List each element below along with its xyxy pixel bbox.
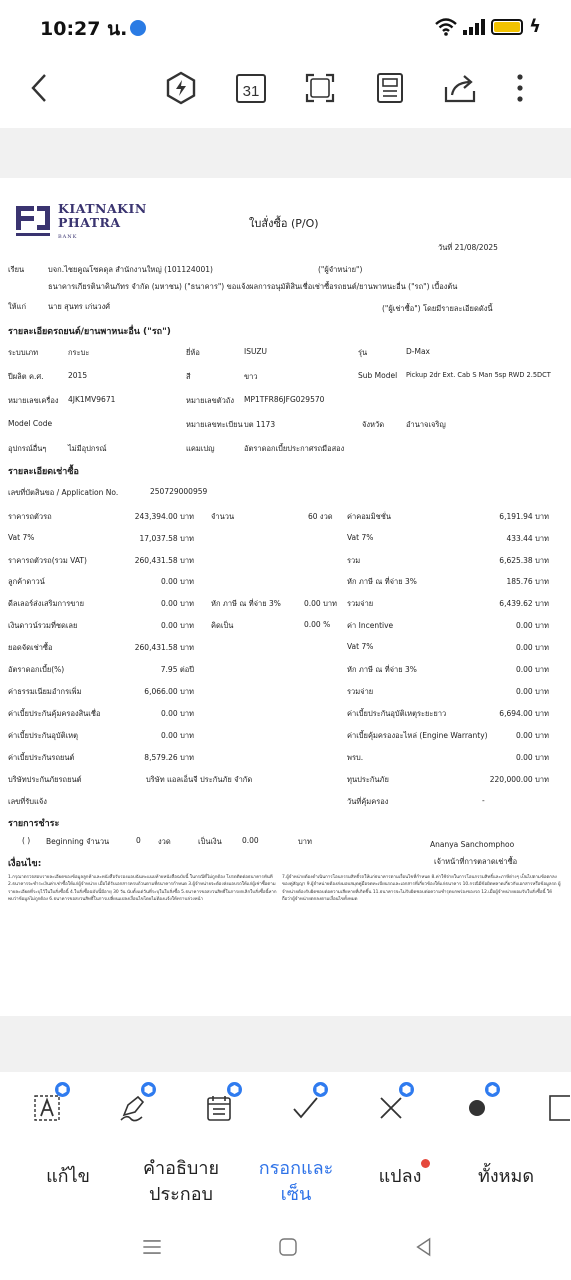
seller-tag: ("ผู้จำหน่าย") <box>318 265 363 274</box>
dot-icon <box>462 1093 492 1123</box>
lease-row-value: 0.00 บาท <box>161 731 194 740</box>
for-label: ให้แก่ <box>8 302 26 311</box>
buyer-tag: ("ผู้เช่าซื้อ") โดยมีรายละเอียดดังนี้ <box>382 304 493 313</box>
tab-edit[interactable]: แก้ไข <box>46 1166 90 1187</box>
square-tool[interactable] <box>540 1088 571 1128</box>
commission-row-value: 0.00 บาท <box>516 621 549 630</box>
commission-row-value: - <box>482 796 485 805</box>
lease-row-label: ยอดจัดเช่าซื้อ <box>8 643 53 652</box>
payment-section-title: รายการชำระ <box>8 819 60 829</box>
commission-row-value: 6,625.38 บาท <box>499 556 549 565</box>
page-view-icon <box>373 71 407 105</box>
application-number: 250729000959 <box>150 487 208 496</box>
payment-baht: บาท <box>298 837 312 846</box>
dealer-tax-label: หัก ภาษี ณ ที่จ่าย 3% <box>211 599 281 608</box>
lease-row-value: 0.00 บาท <box>161 709 194 718</box>
lease-row-value: 243,394.00 บาท <box>134 512 194 521</box>
lease-row-value: 7.95 ต่อปี <box>160 665 194 674</box>
commission-row-label: Vat 7% <box>347 533 374 542</box>
commission-row-value: 0.00 บาท <box>516 731 549 740</box>
text-box-tool[interactable] <box>24 1088 70 1128</box>
cross-tool[interactable] <box>368 1088 414 1128</box>
payment-count: 0 <box>136 836 141 845</box>
back-triangle-icon <box>412 1235 436 1259</box>
lease-row-label: เงินดาวน์รวมที่ชดเลย <box>8 621 78 630</box>
signer-role: เจ้าหน้าที่การตลาดเช่าซื้อ <box>434 857 518 866</box>
commission-row-value: 433.44 บาท <box>506 534 549 543</box>
recent-apps-button[interactable] <box>137 1232 167 1262</box>
share-icon <box>443 71 477 105</box>
lease-row-value: 6,066.00 บาท <box>144 687 194 696</box>
square-icon <box>540 1093 570 1123</box>
premium-badge-icon <box>55 1082 70 1097</box>
svg-text:31: 31 <box>242 83 260 100</box>
to-label: เรียน <box>8 265 25 274</box>
installments-label: จำนวน <box>211 512 235 521</box>
commission-row-label: รวมจ่าย <box>347 599 374 608</box>
for-value: นาย สุนทร เก่นวงศ์ <box>48 302 111 311</box>
flash-button[interactable] <box>161 68 201 108</box>
signal-icon <box>463 19 485 35</box>
commission-row-value: 220,000.00 บาท <box>489 775 549 784</box>
commission-row-value: 185.76 บาท <box>506 577 549 586</box>
lease-row-value: 17,037.58 บาท <box>139 534 194 543</box>
dot-tool[interactable] <box>454 1088 500 1128</box>
tab-all[interactable]: ทั้งหมด <box>477 1166 535 1187</box>
signer-name: Ananya Sanchomphoo <box>430 840 515 849</box>
home-button[interactable] <box>273 1232 303 1262</box>
lease-row-value: 260,431.58 บาท <box>134 643 194 652</box>
lease-row-label: ราคารถตัวรถ(รวม VAT) <box>8 556 87 565</box>
calendar-icon <box>234 71 268 105</box>
document-date: วันที่ 21/08/2025 <box>438 243 498 252</box>
premium-badge-icon <box>313 1082 328 1097</box>
commission-row-label: พรบ. <box>347 753 364 762</box>
text-box-icon <box>32 1093 62 1123</box>
intro-text: ธนาคารเกียรตินาคินภัทร จำกัด (มหาชน) ("ธนาคาร") ขอแจ้งผลการอนุมัติสินเชื่อเช่าซื้อรถยนต์/ยานพาหนะอื่น ("รถ") เบื้องต้น <box>48 282 458 291</box>
lease-row-label: เลขที่รับแจ้ง <box>8 797 47 806</box>
share-button[interactable] <box>440 68 480 108</box>
payment-unit: งวด <box>158 837 171 846</box>
payment-label: Beginning จำนวน <box>46 837 110 846</box>
conditions-left: 1.กรุณาตรวจสอบรายละเอียดของข้อมูลลูกค้าและหนังสือรับรองมอบฉันทะแนบท้ายหนังสือฉบับนี้ ในกรณีที่ไม่ถูกต้อง โปรดติดต่อธนาคารทันที 2.ธนาคารจะชำระเงินค่าเช่าซื้อให้แก่ผู้จำหน่าย เมื่อได้รับเอกสารครบถ้วนตามที่ธนาคารกำหนด 3.ผู้จำหน่ายจะต้องส่งมอบรถให้แก่ผู้เช่าซื้อตามรายละเอียดที่ระบุไว้ในใบสั่งซื้อนี้ 4.ใบสั่งซื้อฉบับนี้มีอายุ 30 วัน นับตั้งแต่วันที่ระบุในใบสั่งซื้อ 5.ธนาคารขอสงวนสิทธิ์ในการยกเลิกใบสั่งซื้อนี้หากพบว่าข้อมูลไม่ถูกต้อง 6.ธนาคารขอสงวนสิทธิ์ในการเปลี่ยนแปลงเงื่อนไขโดยไม่ต้องแจ้งให้ทราบล่วงหน้า <box>8 875 277 902</box>
commission-row-label: รวมจ่าย <box>347 687 374 696</box>
signature-tool[interactable] <box>110 1088 156 1128</box>
lease-row-label: ค่าเบี้ยประกันอุบัติเหตุ <box>8 731 78 740</box>
percent-label: คิดเป็น <box>211 621 234 630</box>
percent-value: 0.00 % <box>304 620 331 629</box>
installments-value: 60 งวด <box>308 512 333 521</box>
page-view-button[interactable] <box>370 68 410 108</box>
commission-row-label: ทุนประกันภัย <box>347 775 389 784</box>
commission-row-value: 0.00 บาท <box>516 753 549 762</box>
lease-row-value: 260,431.58 บาท <box>134 556 194 565</box>
conditions-right: 7.ผู้จำหน่ายต้องดำเนินการโอนกรรมสิทธิ์รถให้แก่ธนาคารตามเงื่อนไขที่กำหนด 8.ค่าใช้จ่ายในการโอนกรรมสิทธิ์และภาษีต่างๆ เป็นไปตามข้อตกลงของคู่สัญญา 9.ผู้จำหน่ายต้องส่งมอบสมุดคู่มือจดทะเบียนรถและเอกสารที่เกี่ยวข้องให้แก่ธนาคาร 10.กรณีมีข้อผิดพลาดเกี่ยวกับเอกสารหรือข้อมูลรถ ผู้จำหน่ายต้องรับผิดชอบต่อความเสียหายที่เกิดขึ้น 11.ธนาคารจะไม่รับผิดชอบต่อความชำรุดบกพร่องของรถ 12.เมื่อผู้จำหน่ายยอมรับใบสั่งซื้อนี้ ให้ถือว่าผู้จำหน่ายตกลงตามเงื่อนไขทั้งหมด <box>282 875 561 902</box>
form-tool[interactable] <box>196 1088 242 1128</box>
lease-row-label: ลูกค้าดาวน์ <box>8 577 45 586</box>
back-arrow-icon <box>23 71 57 105</box>
system-navigation-bar <box>0 1218 571 1280</box>
vehicle-section-title: รายละเอียดรถยนต์/ยานพาหนะอื่น ("รถ") <box>8 327 171 337</box>
signature-pen-icon <box>118 1093 148 1123</box>
payment-money-label: เป็นเงิน <box>198 837 222 846</box>
notification-dot-icon <box>421 1159 430 1168</box>
tab-annotate[interactable]: คำอธิบาย ประกอบ <box>142 1158 220 1205</box>
lease-row-label: ดีลเลอร์ส่งเสริมการขาย <box>8 599 85 608</box>
check-tool[interactable] <box>282 1088 328 1128</box>
notification-bubble-icon <box>130 20 146 36</box>
tab-convert[interactable]: แปลง <box>378 1166 422 1187</box>
form-list-icon <box>204 1093 234 1123</box>
lease-row-label: ค่าธรรมเนียมอำกรเพิ่ม <box>8 687 82 696</box>
document-title: ใบสั่งซื้อ (P/O) <box>249 217 319 230</box>
commission-row-value: 0.00 บาท <box>516 643 549 652</box>
bank-logo: KIATNAKIN PHATRA BANK <box>58 201 147 240</box>
lease-row-value: บริษัท แอลเอ็นจี ประกันภัย จำกัด <box>146 775 253 784</box>
wifi-icon <box>435 18 457 36</box>
battery-icon <box>491 19 523 35</box>
lease-row-value: 0.00 บาท <box>161 599 194 608</box>
back-button[interactable] <box>20 68 60 108</box>
conditions-title: เงื่อนไข: <box>8 859 42 869</box>
check-mark-icon <box>290 1093 320 1123</box>
premium-badge-icon <box>227 1082 242 1097</box>
commission-row-label: หัก ภาษี ณ ที่จ่าย 3% <box>347 665 417 674</box>
lease-section-title: รายละเอียดเช่าซื้อ <box>8 467 79 477</box>
top-toolbar <box>0 56 571 122</box>
charging-icon: ϟ <box>529 16 541 37</box>
lease-row-value: 0.00 บาท <box>161 621 194 630</box>
document-page[interactable]: KIATNAKIN PHATRA BANK ใบสั่งซื้อ (P/O) วันที่ 21/08/2025 เรียน บจก.ไชยคูณโซคดุล สำนักงานใหญ่ (101124001) ("ผู้จำหน่าย") ธนาคารเกียรตินาคินภัทร จำกัด (มหาชน) ("ธนาคาร") ขอแจ้งผลการอนุมัติสินเชื่อเช่าซื้อรถยนต์/ยานพาหนะอื่น ("รถ") เบื้องต้น ให้แก่ นาย สุนทร เก่นวงศ์ ("ผู้เช่าซื้อ") โดยมีรายละเอียดดังนี้ รายละเอียดรถยนต์/ยานพาหนะอื่น ("รถ") ระบบเภท กระบะ ยี่ห้อ ISUZU รุ่น D-Max ปีผลิต ค.ศ. 2015 สี ขาว Sub Model Pickup 2dr Ext. Cab S Man 5sp RWD 2.5DCT หมายเลขเครื่อง 4JK1MV9671 หมายเลขตัวถัง MP1TFR86JFG029570 Model Code หมายเลขทะเบียน บต 1173 จังหวัด อำนาจเจริญ อุปกรณ์อื่นๆ ไม่มีอุปกรณ์ แคมเปญ อัตราดอกเบี้ยประกาศรถมือสอง รายละเอียดเช่าซื้อ เลขที่บัตสินขอ / Application No. 250729000959 ราคารถตัวรถ 243,394.00 บาท Vat 7% 17,037.58 บาท ราคารถตัวรถ(รวม VAT) 260,431.58 บาท ลูกค้าดาวน์ 0.00 บาท ดีลเลอร์ส่งเสริมการขาย 0.00 บาท เงินดาวน์รวมที่ชดเลย 0.00 บาท ยอดจัดเช่าซื้อ 260,431.58 บาท อัตราดอกเบี้ย(%) 7.95 ต่อปี ค่าธรรมเนียมอำกรเพิ่ม 6,066.00 บาท ค่าเบี้ยประกันคุ้มครองสินเชื่อ 0.00 บาท ค่าเบี้ยประกันอุบัติเหตุ 0.00 บาท ค่าเบี้ยประกันรถยนต์ 8,579.26 บาท บริษัทประกันภัยรถยนต์ บริษัท แอลเอ็นจี ประกันภัย จำกัด เลขที่รับแจ้ง ค่าคอมมิชชั่น 6,191.94 บาท Vat 7% 433.44 บาท รวม 6,625.38 บาท หัก ภาษี ณ ที่จ่าย 3% 185.76 บาท รวมจ่าย 6,439.62 บาท ค่า Incentive 0.00 บาท Vat 7% 0.00 บาท หัก ภาษี ณ ที่จ่าย 3% 0.00 บาท รวมจ่าย 0.00 บาท ค่าเบี้ยประกันอุบัติเหตุระยะยาว 6,694.00 บาท ค่าเบี้ยคุ้มครองอะไหล่ (Engine Warranty) 0.00 บาท พรบ. 0.00 บาท ทุนประกันภัย 220,000.00 บาท วันที่คุ้มครอง - จำนวน 60 งวด หัก ภาษี ณ ที่จ่าย 3% 0.00 บาท คิดเป็น 0.00 % รายการชำระ ( ) Beginning จำนวน 0 งวด เป็นเงิน 0.00 บาท Ananya Sanchomphoo เงื่อนไข: เจ้าหน้าที่การตลาดเช่าซื้อ 1.กรุณาตรวจสอบรายละเอียดของข้อมูลลูกค้าและหนังสือรับรองมอบฉันทะแนบท้ายหนังสือฉบับนี้ ในกรณีที่ไม่ถูกต้อง โปรดติดต่อธนาคารทันที 2.ธนาคารจะชำระเงินค่าเช่าซื้อให้แก่ผู้จำหน่าย เมื่อได้รับเอกสารครบถ้วนตามที่ธนาคารกำหนด 3.ผู้จำหน่ายจะต้องส่งมอบรถให้แก่ผู้เช่าซื้อตามรายละเอียดที่ระบุไว้ในใบสั่งซื้อนี้ 4.ใบสั่งซื้อฉบับนี้มีอายุ 30 วัน นับตั้งแต่วันที่ระบุในใบสั่งซื้อ 5.ธนาคารขอสงวนสิทธิ์ในการยกเลิกใบสั่งซื้อนี้หากพบว่าข้อมูลไม่ถูกต้อง 6.ธนาคารขอสงวนสิทธิ์ในการเปลี่ยนแปลงเงื่อนไขโดยไม่ต้องแจ้งให้ทราบล่วงหน้า 7.ผู้จำหน่ายต้องดำเนินการโอนกรรมสิทธิ์รถให้แก่ธนาคารตามเงื่อนไขที่กำหนด 8.ค่าใช้จ่ายในการโอนกรรมสิทธิ์และภาษีต่างๆ เป็นไปตามข้อตกลงของคู่สัญญา 9.ผู้จำหน่ายต้องส่งมอบสมุดคู่มือจดทะเบียนรถและเอกสารที่เกี่ยวข้องให้แก่ธนาคาร 10.กรณีมีข้อผิดพลาดเกี่ยวกับเอกสารหรือข้อมูลรถ ผู้จำหน่ายต้องรับผิดชอบต่อความเสียหายที่เกิดขึ้น 11.ธนาคารจะไม่รับผิดชอบต่อความชำรุดบกพร่องของรถ 12.เมื่อผู้จำหน่ายยอมรับใบสั่งซื้อนี้ ให้ถือว่าผู้จำหน่ายตกลงตามเงื่อนไขทั้งหมด <box>0 178 571 1016</box>
fullscreen-icon <box>303 71 337 105</box>
lease-row-label: ค่าเบี้ยประกันรถยนต์ <box>8 753 75 762</box>
payment-checkbox: ( ) <box>22 836 31 845</box>
dealer-tax-value: 0.00 บาท <box>304 599 337 608</box>
flash-icon <box>164 71 198 105</box>
more-vertical-icon <box>515 71 525 105</box>
premium-badge-icon <box>399 1082 414 1097</box>
to-value: บจก.ไชยคูณโซคดุล สำนักงานใหญ่ (101124001) <box>48 265 213 274</box>
commission-row-label: ค่าคอมมิชชั่น <box>347 512 391 521</box>
lease-row-label: ค่าเบี้ยประกันคุ้มครองสินเชื่อ <box>8 709 101 718</box>
bank-logo-icon <box>14 200 52 238</box>
commission-row-label: รวม <box>347 556 361 565</box>
commission-row-value: 0.00 บาท <box>516 687 549 696</box>
commission-row-value: 6,694.00 บาท <box>499 709 549 718</box>
commission-row-label: ค่าเบี้ยคุ้มครองอะไหล่ (Engine Warranty) <box>347 731 488 740</box>
cross-mark-icon <box>376 1093 406 1123</box>
lease-row-value: 0.00 บาท <box>161 577 194 586</box>
commission-row-label: หัก ภาษี ณ ที่จ่าย 3% <box>347 577 417 586</box>
commission-row-value: 6,191.94 บาท <box>499 512 549 521</box>
commission-row-label: วันที่คุ้มครอง <box>347 797 389 806</box>
application-label: เลขที่บัตสินขอ / Application No. <box>8 488 119 497</box>
commission-row-label: ค่า Incentive <box>347 621 394 630</box>
calendar-button[interactable] <box>231 68 271 108</box>
commission-row-value: 6,439.62 บาท <box>499 599 549 608</box>
commission-row-label: Vat 7% <box>347 642 374 651</box>
premium-badge-icon <box>141 1082 156 1097</box>
recent-apps-icon <box>139 1234 165 1260</box>
more-button[interactable] <box>510 68 530 108</box>
commission-row-value: 0.00 บาท <box>516 665 549 674</box>
commission-row-label: ค่าเบี้ยประกันอุบัติเหตุระยะยาว <box>347 709 447 718</box>
lease-row-label: อัตราดอกเบี้ย(%) <box>8 665 65 674</box>
premium-badge-icon <box>485 1082 500 1097</box>
status-time: 10:27 น. <box>40 18 128 40</box>
fullscreen-button[interactable] <box>300 68 340 108</box>
lease-row-value: 8,579.26 บาท <box>144 753 194 762</box>
tab-fill-and-sign[interactable]: กรอกและ เซ็น <box>258 1158 334 1205</box>
lease-row-label: ราคารถตัวรถ <box>8 512 52 521</box>
home-icon <box>276 1235 300 1259</box>
lease-row-label: Vat 7% <box>8 533 35 542</box>
payment-amount: 0.00 <box>242 836 259 845</box>
lease-row-label: บริษัทประกันภัยรถยนต์ <box>8 775 82 784</box>
status-bar <box>0 0 571 52</box>
back-nav-button[interactable] <box>409 1232 439 1262</box>
